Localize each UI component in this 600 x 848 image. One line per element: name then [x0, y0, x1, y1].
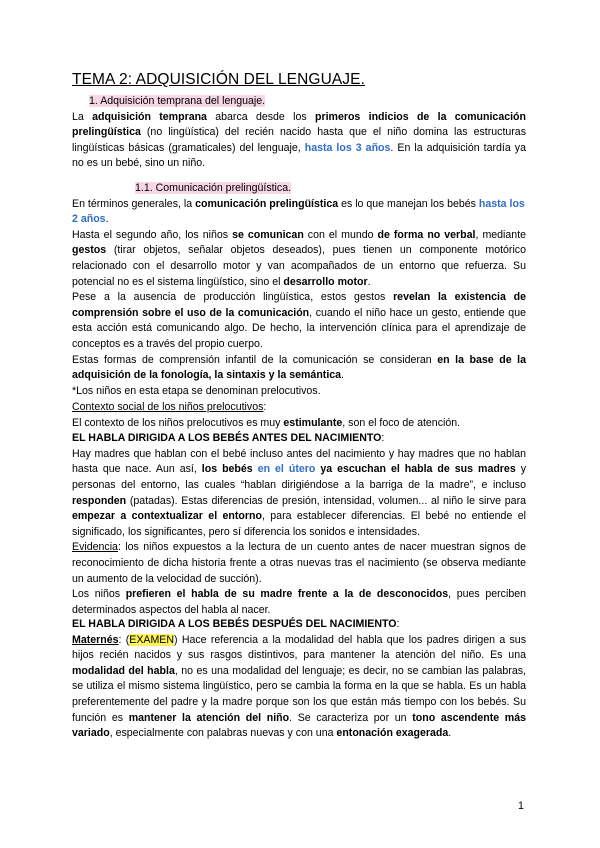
text-run: Hay madres que hablan con el bebé incluso antes del nacimiento y hay madres que no hablan hasta que nace. Aun así, — [72, 447, 526, 476]
bold-run: tono ascendente más variado — [72, 711, 526, 740]
text-run: Los niños — [72, 588, 126, 601]
text-run: . Se caracteriza por un — [289, 711, 413, 724]
bold-run: desarrollo motor — [283, 275, 368, 288]
text-run: (no lingüística) del recién nacido hasta que el niño domina las estructuras lingüísticas básicas (gramaticales) del lenguaje, — [72, 126, 526, 154]
blue-bold-run: hasta los 3 años — [304, 141, 391, 154]
text-run: Hasta el segundo año, los niños — [72, 228, 233, 241]
section-1-1-heading-row — [72, 181, 526, 197]
bold-run: se comunican — [232, 228, 304, 241]
despues-heading: EL HABLA DIRIGIDA A LOS BEBÉS DESPUÉS DEL NACIMIENTO — [72, 618, 397, 630]
s11-note: *Los niños en esta etapa se denominan prelocutivos. — [72, 384, 321, 397]
blue-bold-run: hasta los 2 años — [72, 197, 525, 226]
bold-run: primeros indicios de la comunicación prelingüística — [72, 110, 526, 139]
text-run: : los niños expuestos a la lectura de un cuento antes de nacer muestran signos de reconocimiento de dicha historia frente a otras nuevas tras el nacimiento (se observa mediante un aumento de la velocidad de succión). — [72, 541, 526, 585]
maternes-paragraph — [72, 633, 526, 742]
bold-run: en la base de la adquisición de la fonología, la sintaxis y la semántica — [72, 353, 526, 382]
bold-run: modalidad del habla — [72, 664, 175, 677]
text-run: es lo que manejan los bebés — [338, 197, 479, 210]
text-run: Estas formas de comprensión infantil de la comunicación se consideran — [72, 353, 438, 366]
text-run: (patadas). Estas diferencias de presión, intensidad, volumen... al niño le sirve para — [126, 494, 526, 507]
page-title: TEMA 2: ADQUISICIÓN DEL LENGUAJE. — [72, 71, 365, 88]
text-run: . — [448, 727, 452, 740]
text-run: , pues perciben determinados aspectos del habla al nacer. — [72, 588, 526, 616]
text-run: : — [396, 618, 400, 630]
s11-paragraph-2 — [72, 228, 526, 290]
antes-heading: EL HABLA DIRIGIDA A LOS BEBÉS ANTES DEL NACIMIENTO — [72, 432, 382, 445]
text-run: . — [341, 369, 344, 382]
text-run: abarca desde los — [206, 110, 315, 123]
bold-run: responden — [72, 494, 127, 507]
despues-section — [72, 617, 526, 742]
preferencia-paragraph — [72, 587, 526, 618]
despues-heading-row — [72, 617, 526, 633]
text-run: , mediante — [475, 228, 527, 241]
bold-run: adquisición temprana — [92, 110, 207, 123]
text-run: : — [263, 401, 267, 413]
text-run: con el mundo — [303, 228, 378, 241]
examen-tag: EXAMEN — [129, 633, 175, 646]
blue-bold-run: en el útero — [257, 463, 316, 476]
antes-paragraph — [72, 447, 526, 541]
text-run: : — [381, 432, 385, 445]
bold-run: empezar a contextualizar el entorno — [72, 510, 262, 523]
evidencia-paragraph — [72, 540, 526, 587]
text-run: , no es una modalidad del lenguaje; es decir, no se cambian las palabras, se utiliza el mismo sistema lingüístico, pero se cambia la forma en la que se habla. Es un habla preferentemente del padre y la madre porque son los que están más tiempo con los bebés. Su función es — [72, 664, 526, 724]
bold-run: entonación exagerada — [336, 727, 449, 740]
contexto-heading: Contexto social de los niños prelocutivos — [72, 401, 264, 413]
antes-heading-row — [72, 431, 526, 447]
section-1-1 — [72, 181, 526, 399]
text-run: , cuando el niño hace un gesto, entiende que esta acción está comunicando algo. De hecho, la intervención clínica para el aprendizaje de conceptos es a través del propio cuerpo. — [72, 306, 526, 350]
s11-paragraph-4 — [72, 353, 526, 384]
text-run: La — [72, 110, 93, 123]
bold-run: comunicación prelingüística — [195, 197, 339, 210]
contexto-paragraph — [72, 416, 526, 432]
bold-run: ya escuchan el habla de sus madres — [315, 463, 516, 476]
text-run: y personas del entorno, las cuales “hablan dirigiéndose a la barriga de la madre”, e incluso — [72, 463, 527, 491]
text-run: : ( — [118, 633, 130, 646]
bold-run: mantener la atención del niño — [128, 711, 290, 724]
section-1-1-heading: 1.1. Comunicación prelingüística. — [135, 182, 292, 194]
contexto-heading-row — [72, 400, 526, 416]
maternes-term: Maternés — [72, 633, 119, 646]
text-run: (tirar objetos, señalar objetos deseados), pues tienen un componente motórico relacionado con el desarrollo motor y van acompañados de un entorno que refuerza. Su potencial no es el sistema lingüístico, sino el — [72, 244, 526, 288]
text-run: El contexto de los niños prelocutivos es muy — [72, 416, 284, 429]
bold-run: prefieren el habla de su madre frente a la de desconocidos — [125, 588, 449, 601]
section-1 — [72, 94, 526, 172]
text-run: ) Hace referencia a la modalidad del habla que los padres dirigen a sus hijos recién nacidos y sus rasgos distintivos, para mantener la atención del niño. Es una — [72, 633, 526, 662]
text-run: En términos generales, la — [72, 197, 196, 210]
bold-run: gestos — [72, 244, 107, 257]
contexto-section — [72, 400, 526, 618]
text-run: . — [105, 213, 109, 226]
bold-run: revelan la existencia de comprensión sobre el uso de la comunicación — [72, 291, 526, 319]
section-1-heading-row — [72, 94, 526, 110]
text-run: . — [367, 275, 371, 288]
text-run: , son el foco de atención. — [342, 416, 461, 429]
page-number: 1 — [518, 800, 524, 812]
text-run: , para establecer diferencias. El bebé no entiende el significado, los significantes, pero sí diferencia los sonidos e intensidades. — [72, 510, 526, 538]
section-1-paragraph — [72, 110, 526, 172]
s11-paragraph-3 — [72, 290, 526, 352]
evidencia-label: Evidencia — [72, 541, 118, 554]
bold-run: estimulante — [283, 416, 343, 429]
text-run: . En la adquisición tardía ya no es un bebé, sino un niño. — [72, 141, 526, 170]
s11-paragraph-1 — [72, 197, 526, 228]
text-run: Pese a la ausencia de producción lingüística, estos gestos — [72, 291, 394, 304]
section-1-heading: 1. Adquisición temprana del lenguaje. — [89, 95, 266, 107]
bold-run: los bebés — [201, 463, 258, 476]
bold-run: de forma no verbal — [377, 228, 476, 241]
text-run: , especialmente con palabras nuevas y con una — [109, 727, 337, 740]
